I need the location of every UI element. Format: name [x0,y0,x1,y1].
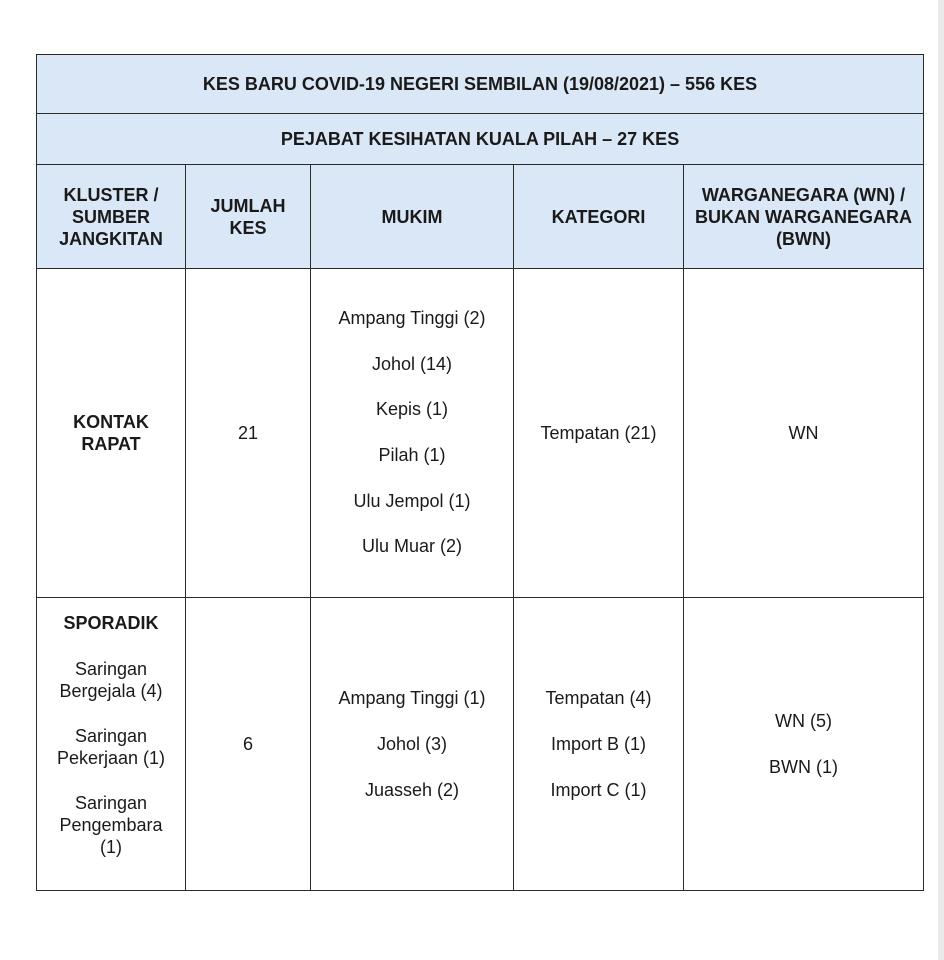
list-item: Pilah (1) [378,445,446,465]
list-item: Saringan Pekerjaan (1) [56,726,166,768]
header-jumlah-label: JUMLAH KES [210,195,286,238]
list-item: Saringan Bergejala (4) [59,659,163,701]
subtitle-row [37,114,924,165]
list-item: Ulu Jempol (1) [353,490,471,511]
list-item: Ampang Tinggi (1) [338,688,486,708]
header-row [37,165,924,269]
list-item: Saringan Pengembara (1) [59,793,163,857]
kategori-cell: Tempatan (21) [514,269,684,598]
warganegara-cell: WN [684,269,924,598]
kluster-cell [37,598,186,891]
table-row [37,269,924,598]
list-item: WN (5) [775,711,833,731]
list-item: Kepis (1) [375,399,449,420]
covid-case-table [36,54,924,891]
list-item: BWN (1) [769,757,839,777]
jumlah-cell: 21 [186,269,311,598]
table-title: KES BARU COVID-19 NEGERI SEMBILAN (19/08/2021) – 556 KES [37,55,924,114]
table-subtitle: PEJABAT KESIHATAN KUALA PILAH – 27 KES [37,114,924,165]
kluster-cell [37,269,186,598]
header-kategori: KATEGORI [514,165,684,269]
kluster-label: SPORADIK [63,613,159,633]
header-mukim: MUKIM [311,165,514,269]
list-item: Johol (3) [376,734,448,754]
header-kluster [37,165,186,269]
header-kluster-label: KLUSTER / SUMBER JANGKITAN [59,184,163,249]
list-item: Johol (14) [371,353,453,374]
header-jumlah [186,165,311,269]
page-edge-shadow [938,0,944,960]
list-item: Tempatan (4) [545,688,652,708]
list-item: Import C (1) [550,780,647,800]
table-row [37,598,924,891]
list-item: Ampang Tinggi (2) [338,308,486,329]
warganegara-cell [684,598,924,891]
list-item: Juasseh (2) [364,780,460,800]
header-warganegara [684,165,924,269]
header-warganegara-label: WARGANEGARA (WN) / BUKAN WARGANEGARA (BWN) [695,184,913,249]
mukim-cell [311,269,514,598]
kluster-label: KONTAK RAPAT [73,412,149,454]
title-row [37,55,924,114]
jumlah-cell: 6 [186,598,311,891]
mukim-cell [311,598,514,891]
list-item: Import B (1) [550,734,647,754]
list-item: Ulu Muar (2) [361,536,463,557]
kategori-cell [514,598,684,891]
